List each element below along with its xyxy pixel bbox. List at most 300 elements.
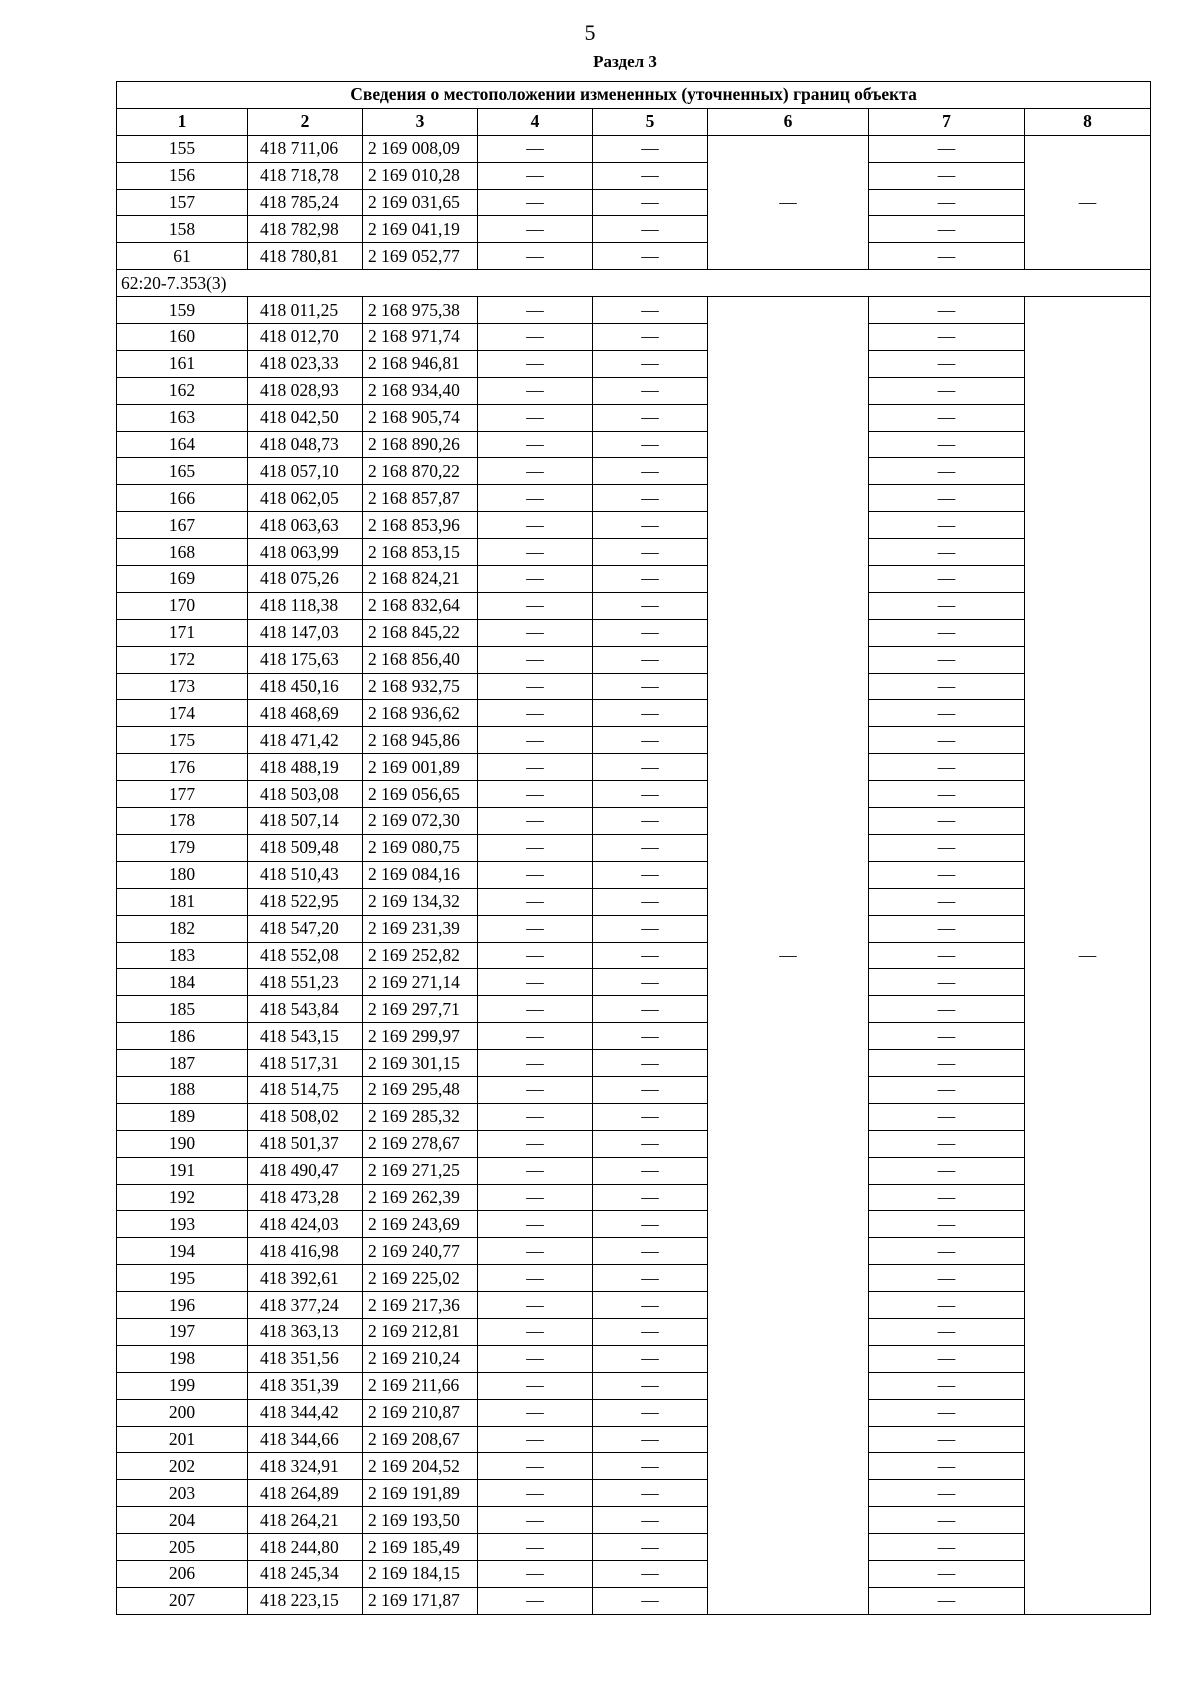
x-coordinate-cell: 418 468,69 xyxy=(248,700,363,727)
x-coordinate-cell: 418 264,89 xyxy=(248,1480,363,1507)
x-coordinate-cell: 418 075,26 xyxy=(248,566,363,593)
x-coordinate-cell: 418 063,63 xyxy=(248,512,363,539)
point-number-cell: 163 xyxy=(117,404,248,431)
table-row xyxy=(117,1023,1151,1050)
column-4-cell: — xyxy=(478,243,593,270)
y-coordinate-cell: 2 169 184,15 xyxy=(363,1560,478,1587)
column-4-cell: — xyxy=(478,727,593,754)
x-coordinate-cell: 418 264,21 xyxy=(248,1507,363,1534)
point-number-cell: 181 xyxy=(117,888,248,915)
column-number: 8 xyxy=(1025,108,1151,135)
column-4-cell: — xyxy=(478,915,593,942)
column-8-merged-cell: — xyxy=(1025,135,1151,269)
y-coordinate-cell: 2 168 934,40 xyxy=(363,377,478,404)
column-4-cell: — xyxy=(478,1345,593,1372)
column-7-cell: — xyxy=(869,1318,1025,1345)
column-5-cell: — xyxy=(593,1534,708,1561)
table-row xyxy=(117,700,1151,727)
x-coordinate-cell: 418 508,02 xyxy=(248,1103,363,1130)
column-5-cell: — xyxy=(593,377,708,404)
column-5-cell: — xyxy=(593,1023,708,1050)
point-number-cell: 184 xyxy=(117,969,248,996)
table-row xyxy=(117,619,1151,646)
column-number: 3 xyxy=(363,108,478,135)
column-7-cell: — xyxy=(869,673,1025,700)
point-number-cell: 200 xyxy=(117,1399,248,1426)
column-5-cell: — xyxy=(593,135,708,162)
y-coordinate-cell: 2 169 271,14 xyxy=(363,969,478,996)
y-coordinate-cell: 2 168 890,26 xyxy=(363,431,478,458)
point-number-cell: 174 xyxy=(117,700,248,727)
x-coordinate-cell: 418 363,13 xyxy=(248,1318,363,1345)
table-row xyxy=(117,888,1151,915)
y-coordinate-cell: 2 168 853,96 xyxy=(363,512,478,539)
table-row xyxy=(117,404,1151,431)
column-7-cell: — xyxy=(869,1076,1025,1103)
column-4-cell: — xyxy=(478,189,593,216)
x-coordinate-cell: 418 324,91 xyxy=(248,1453,363,1480)
section-title: Раздел 3 xyxy=(593,52,657,71)
column-4-cell: — xyxy=(478,673,593,700)
boundary-coordinates-table xyxy=(116,81,1151,1615)
x-coordinate-cell: 418 501,37 xyxy=(248,1130,363,1157)
column-5-cell: — xyxy=(593,996,708,1023)
point-number-cell: 199 xyxy=(117,1372,248,1399)
column-7-cell: — xyxy=(869,1399,1025,1426)
column-5-cell: — xyxy=(593,1157,708,1184)
column-4-cell: — xyxy=(478,1318,593,1345)
column-7-cell: — xyxy=(869,1372,1025,1399)
column-7-cell: — xyxy=(869,888,1025,915)
column-4-cell: — xyxy=(478,512,593,539)
column-5-cell: — xyxy=(593,566,708,593)
x-coordinate-cell: 418 416,98 xyxy=(248,1238,363,1265)
y-coordinate-cell: 2 169 297,71 xyxy=(363,996,478,1023)
table-row xyxy=(117,834,1151,861)
table-row xyxy=(117,996,1151,1023)
y-coordinate-cell: 2 168 936,62 xyxy=(363,700,478,727)
x-coordinate-cell: 418 517,31 xyxy=(248,1050,363,1077)
x-coordinate-cell: 418 048,73 xyxy=(248,431,363,458)
column-number: 5 xyxy=(593,108,708,135)
x-coordinate-cell: 418 473,28 xyxy=(248,1184,363,1211)
point-number-cell: 203 xyxy=(117,1480,248,1507)
point-number-cell: 164 xyxy=(117,431,248,458)
column-4-cell: — xyxy=(478,1372,593,1399)
column-7-cell: — xyxy=(869,297,1025,324)
y-coordinate-cell: 2 168 946,81 xyxy=(363,350,478,377)
point-number-cell: 158 xyxy=(117,216,248,243)
column-4-cell: — xyxy=(478,404,593,431)
column-7-cell: — xyxy=(869,646,1025,673)
column-4-cell: — xyxy=(478,942,593,969)
column-7-cell: — xyxy=(869,727,1025,754)
column-number-row xyxy=(117,108,1151,135)
table-row xyxy=(117,1211,1151,1238)
column-7-cell: — xyxy=(869,1211,1025,1238)
table-row xyxy=(117,566,1151,593)
y-coordinate-cell: 2 168 905,74 xyxy=(363,404,478,431)
x-coordinate-cell: 418 063,99 xyxy=(248,539,363,566)
point-number-cell: 166 xyxy=(117,485,248,512)
point-number-cell: 193 xyxy=(117,1211,248,1238)
column-5-cell: — xyxy=(593,888,708,915)
column-4-cell: — xyxy=(478,754,593,781)
column-4-cell: — xyxy=(478,377,593,404)
column-4-cell: — xyxy=(478,969,593,996)
column-5-cell: — xyxy=(593,969,708,996)
column-7-cell: — xyxy=(869,566,1025,593)
table-row xyxy=(117,189,1151,216)
y-coordinate-cell: 2 169 204,52 xyxy=(363,1453,478,1480)
column-7-cell: — xyxy=(869,1265,1025,1292)
column-number: 7 xyxy=(869,108,1025,135)
column-5-cell: — xyxy=(593,324,708,351)
point-number-cell: 162 xyxy=(117,377,248,404)
x-coordinate-cell: 418 711,06 xyxy=(248,135,363,162)
x-coordinate-cell: 418 118,38 xyxy=(248,592,363,619)
column-5-cell: — xyxy=(593,592,708,619)
y-coordinate-cell: 2 169 225,02 xyxy=(363,1265,478,1292)
column-7-cell: — xyxy=(869,1560,1025,1587)
table-row xyxy=(117,1426,1151,1453)
column-4-cell: — xyxy=(478,135,593,162)
y-coordinate-cell: 2 168 945,86 xyxy=(363,727,478,754)
column-7-cell: — xyxy=(869,969,1025,996)
table-row xyxy=(117,135,1151,162)
column-4-cell: — xyxy=(478,216,593,243)
table-row xyxy=(117,1560,1151,1587)
column-7-cell: — xyxy=(869,189,1025,216)
x-coordinate-cell: 418 551,23 xyxy=(248,969,363,996)
column-5-cell: — xyxy=(593,243,708,270)
x-coordinate-cell: 418 543,84 xyxy=(248,996,363,1023)
column-4-cell: — xyxy=(478,297,593,324)
column-4-cell: — xyxy=(478,1480,593,1507)
y-coordinate-cell: 2 169 031,65 xyxy=(363,189,478,216)
table-row xyxy=(117,539,1151,566)
y-coordinate-cell: 2 169 210,24 xyxy=(363,1345,478,1372)
column-5-cell: — xyxy=(593,915,708,942)
y-coordinate-cell: 2 169 212,81 xyxy=(363,1318,478,1345)
point-number-cell: 197 xyxy=(117,1318,248,1345)
y-coordinate-cell: 2 169 084,16 xyxy=(363,861,478,888)
column-4-cell: — xyxy=(478,1050,593,1077)
x-coordinate-cell: 418 782,98 xyxy=(248,216,363,243)
point-number-cell: 192 xyxy=(117,1184,248,1211)
point-number-cell: 194 xyxy=(117,1238,248,1265)
table-row xyxy=(117,1345,1151,1372)
y-coordinate-cell: 2 168 975,38 xyxy=(363,297,478,324)
column-7-cell: — xyxy=(869,754,1025,781)
y-coordinate-cell: 2 168 932,75 xyxy=(363,673,478,700)
x-coordinate-cell: 418 514,75 xyxy=(248,1076,363,1103)
column-7-cell: — xyxy=(869,808,1025,835)
column-7-cell: — xyxy=(869,1426,1025,1453)
column-4-cell: — xyxy=(478,1157,593,1184)
table-row xyxy=(117,1507,1151,1534)
table-row xyxy=(117,1292,1151,1319)
point-number-cell: 175 xyxy=(117,727,248,754)
point-number-cell: 205 xyxy=(117,1534,248,1561)
y-coordinate-cell: 2 169 185,49 xyxy=(363,1534,478,1561)
column-5-cell: — xyxy=(593,1211,708,1238)
column-5-cell: — xyxy=(593,808,708,835)
table-row xyxy=(117,646,1151,673)
column-7-cell: — xyxy=(869,458,1025,485)
column-5-cell: — xyxy=(593,350,708,377)
table-row xyxy=(117,216,1151,243)
column-7-cell: — xyxy=(869,1157,1025,1184)
table-row xyxy=(117,377,1151,404)
table-row xyxy=(117,297,1151,324)
x-coordinate-cell: 418 507,14 xyxy=(248,808,363,835)
table-row xyxy=(117,915,1151,942)
column-5-cell: — xyxy=(593,1238,708,1265)
table-row xyxy=(117,1103,1151,1130)
column-4-cell: — xyxy=(478,1076,593,1103)
column-5-cell: — xyxy=(593,700,708,727)
column-4-cell: — xyxy=(478,1211,593,1238)
column-7-cell: — xyxy=(869,1130,1025,1157)
column-5-cell: — xyxy=(593,1399,708,1426)
column-4-cell: — xyxy=(478,324,593,351)
point-number-cell: 157 xyxy=(117,189,248,216)
column-4-cell: — xyxy=(478,888,593,915)
x-coordinate-cell: 418 042,50 xyxy=(248,404,363,431)
point-number-cell: 187 xyxy=(117,1050,248,1077)
y-coordinate-cell: 2 168 856,40 xyxy=(363,646,478,673)
column-5-cell: — xyxy=(593,673,708,700)
point-number-cell: 168 xyxy=(117,539,248,566)
point-number-cell: 178 xyxy=(117,808,248,835)
column-4-cell: — xyxy=(478,781,593,808)
column-7-cell: — xyxy=(869,619,1025,646)
point-number-cell: 161 xyxy=(117,350,248,377)
column-number: 1 xyxy=(117,108,248,135)
point-number-cell: 206 xyxy=(117,1560,248,1587)
column-5-cell: — xyxy=(593,1184,708,1211)
column-5-cell: — xyxy=(593,942,708,969)
x-coordinate-cell: 418 471,42 xyxy=(248,727,363,754)
group-header-row xyxy=(117,270,1151,297)
column-4-cell: — xyxy=(478,1184,593,1211)
table-row xyxy=(117,673,1151,700)
column-5-cell: — xyxy=(593,1480,708,1507)
column-4-cell: — xyxy=(478,1103,593,1130)
x-coordinate-cell: 418 785,24 xyxy=(248,189,363,216)
point-number-cell: 180 xyxy=(117,861,248,888)
column-5-cell: — xyxy=(593,162,708,189)
x-coordinate-cell: 418 780,81 xyxy=(248,243,363,270)
column-5-cell: — xyxy=(593,1050,708,1077)
column-7-cell: — xyxy=(869,512,1025,539)
point-number-cell: 189 xyxy=(117,1103,248,1130)
x-coordinate-cell: 418 509,48 xyxy=(248,834,363,861)
table-row xyxy=(117,1587,1151,1614)
x-coordinate-cell: 418 543,15 xyxy=(248,1023,363,1050)
column-7-cell: — xyxy=(869,162,1025,189)
point-number-cell: 155 xyxy=(117,135,248,162)
table-row xyxy=(117,324,1151,351)
point-number-cell: 201 xyxy=(117,1426,248,1453)
point-number-cell: 177 xyxy=(117,781,248,808)
column-5-cell: — xyxy=(593,539,708,566)
x-coordinate-cell: 418 718,78 xyxy=(248,162,363,189)
point-number-cell: 171 xyxy=(117,619,248,646)
column-7-cell: — xyxy=(869,834,1025,861)
column-4-cell: — xyxy=(478,1453,593,1480)
column-4-cell: — xyxy=(478,808,593,835)
x-coordinate-cell: 418 351,39 xyxy=(248,1372,363,1399)
y-coordinate-cell: 2 169 193,50 xyxy=(363,1507,478,1534)
y-coordinate-cell: 2 169 041,19 xyxy=(363,216,478,243)
column-7-cell: — xyxy=(869,592,1025,619)
column-4-cell: — xyxy=(478,592,593,619)
x-coordinate-cell: 418 510,43 xyxy=(248,861,363,888)
table-row xyxy=(117,458,1151,485)
point-number-cell: 169 xyxy=(117,566,248,593)
table-row xyxy=(117,1184,1151,1211)
column-5-cell: — xyxy=(593,781,708,808)
column-7-cell: — xyxy=(869,996,1025,1023)
y-coordinate-cell: 2 169 072,30 xyxy=(363,808,478,835)
column-4-cell: — xyxy=(478,162,593,189)
column-5-cell: — xyxy=(593,1292,708,1319)
y-coordinate-cell: 2 169 191,89 xyxy=(363,1480,478,1507)
x-coordinate-cell: 418 490,47 xyxy=(248,1157,363,1184)
column-5-cell: — xyxy=(593,1265,708,1292)
column-5-cell: — xyxy=(593,1507,708,1534)
point-number-cell: 165 xyxy=(117,458,248,485)
column-7-cell: — xyxy=(869,1184,1025,1211)
point-number-cell: 207 xyxy=(117,1587,248,1614)
table-row xyxy=(117,1318,1151,1345)
y-coordinate-cell: 2 169 301,15 xyxy=(363,1050,478,1077)
x-coordinate-cell: 418 547,20 xyxy=(248,915,363,942)
table-row xyxy=(117,1372,1151,1399)
x-coordinate-cell: 418 223,15 xyxy=(248,1587,363,1614)
point-number-cell: 61 xyxy=(117,243,248,270)
column-7-cell: — xyxy=(869,1507,1025,1534)
column-7-cell: — xyxy=(869,539,1025,566)
point-number-cell: 167 xyxy=(117,512,248,539)
x-coordinate-cell: 418 175,63 xyxy=(248,646,363,673)
column-5-cell: — xyxy=(593,1345,708,1372)
column-7-cell: — xyxy=(869,1023,1025,1050)
column-5-cell: — xyxy=(593,1587,708,1614)
column-5-cell: — xyxy=(593,297,708,324)
table-row xyxy=(117,512,1151,539)
column-4-cell: — xyxy=(478,1426,593,1453)
column-7-cell: — xyxy=(869,485,1025,512)
table-row xyxy=(117,1157,1151,1184)
x-coordinate-cell: 418 344,66 xyxy=(248,1426,363,1453)
column-7-cell: — xyxy=(869,1345,1025,1372)
column-4-cell: — xyxy=(478,566,593,593)
point-number-cell: 156 xyxy=(117,162,248,189)
point-number-cell: 176 xyxy=(117,754,248,781)
y-coordinate-cell: 2 169 278,67 xyxy=(363,1130,478,1157)
table-row xyxy=(117,754,1151,781)
column-5-cell: — xyxy=(593,1560,708,1587)
table-row xyxy=(117,1050,1151,1077)
point-number-cell: 195 xyxy=(117,1265,248,1292)
y-coordinate-cell: 2 169 056,65 xyxy=(363,781,478,808)
column-7-cell: — xyxy=(869,216,1025,243)
x-coordinate-cell: 418 392,61 xyxy=(248,1265,363,1292)
y-coordinate-cell: 2 168 971,74 xyxy=(363,324,478,351)
point-number-cell: 196 xyxy=(117,1292,248,1319)
column-5-cell: — xyxy=(593,1318,708,1345)
y-coordinate-cell: 2 169 295,48 xyxy=(363,1076,478,1103)
x-coordinate-cell: 418 023,33 xyxy=(248,350,363,377)
y-coordinate-cell: 2 169 240,77 xyxy=(363,1238,478,1265)
column-7-cell: — xyxy=(869,1103,1025,1130)
x-coordinate-cell: 418 503,08 xyxy=(248,781,363,808)
point-number-cell: 182 xyxy=(117,915,248,942)
x-coordinate-cell: 418 522,95 xyxy=(248,888,363,915)
column-4-cell: — xyxy=(478,1130,593,1157)
column-5-cell: — xyxy=(593,458,708,485)
table-row xyxy=(117,1480,1151,1507)
column-7-cell: — xyxy=(869,431,1025,458)
column-4-cell: — xyxy=(478,485,593,512)
point-number-cell: 179 xyxy=(117,834,248,861)
table-title: Сведения о местоположении измененных (уточненных) границ объекта xyxy=(117,82,1151,109)
y-coordinate-cell: 2 169 080,75 xyxy=(363,834,478,861)
column-5-cell: — xyxy=(593,431,708,458)
point-number-cell: 170 xyxy=(117,592,248,619)
column-7-cell: — xyxy=(869,1238,1025,1265)
x-coordinate-cell: 418 062,05 xyxy=(248,485,363,512)
column-4-cell: — xyxy=(478,619,593,646)
column-number: 2 xyxy=(248,108,363,135)
table-row xyxy=(117,1265,1151,1292)
point-number-cell: 188 xyxy=(117,1076,248,1103)
y-coordinate-cell: 2 169 285,32 xyxy=(363,1103,478,1130)
column-5-cell: — xyxy=(593,404,708,431)
column-6-merged-cell: — xyxy=(708,135,869,269)
y-coordinate-cell: 2 169 262,39 xyxy=(363,1184,478,1211)
point-number-cell: 186 xyxy=(117,1023,248,1050)
y-coordinate-cell: 2 169 208,67 xyxy=(363,1426,478,1453)
y-coordinate-cell: 2 168 853,15 xyxy=(363,539,478,566)
point-number-cell: 190 xyxy=(117,1130,248,1157)
column-5-cell: — xyxy=(593,1103,708,1130)
y-coordinate-cell: 2 169 010,28 xyxy=(363,162,478,189)
column-7-cell: — xyxy=(869,1453,1025,1480)
point-number-cell: 202 xyxy=(117,1453,248,1480)
y-coordinate-cell: 2 169 271,25 xyxy=(363,1157,478,1184)
column-8-merged-cell: — xyxy=(1025,297,1151,1615)
point-number-cell: 198 xyxy=(117,1345,248,1372)
x-coordinate-cell: 418 377,24 xyxy=(248,1292,363,1319)
column-5-cell: — xyxy=(593,646,708,673)
table-row xyxy=(117,942,1151,969)
column-number: 6 xyxy=(708,108,869,135)
column-4-cell: — xyxy=(478,1292,593,1319)
table-row xyxy=(117,1399,1151,1426)
x-coordinate-cell: 418 012,70 xyxy=(248,324,363,351)
table-row xyxy=(117,1534,1151,1561)
y-coordinate-cell: 2 169 001,89 xyxy=(363,754,478,781)
column-5-cell: — xyxy=(593,1130,708,1157)
column-7-cell: — xyxy=(869,243,1025,270)
x-coordinate-cell: 418 245,34 xyxy=(248,1560,363,1587)
column-number: 4 xyxy=(478,108,593,135)
x-coordinate-cell: 418 488,19 xyxy=(248,754,363,781)
